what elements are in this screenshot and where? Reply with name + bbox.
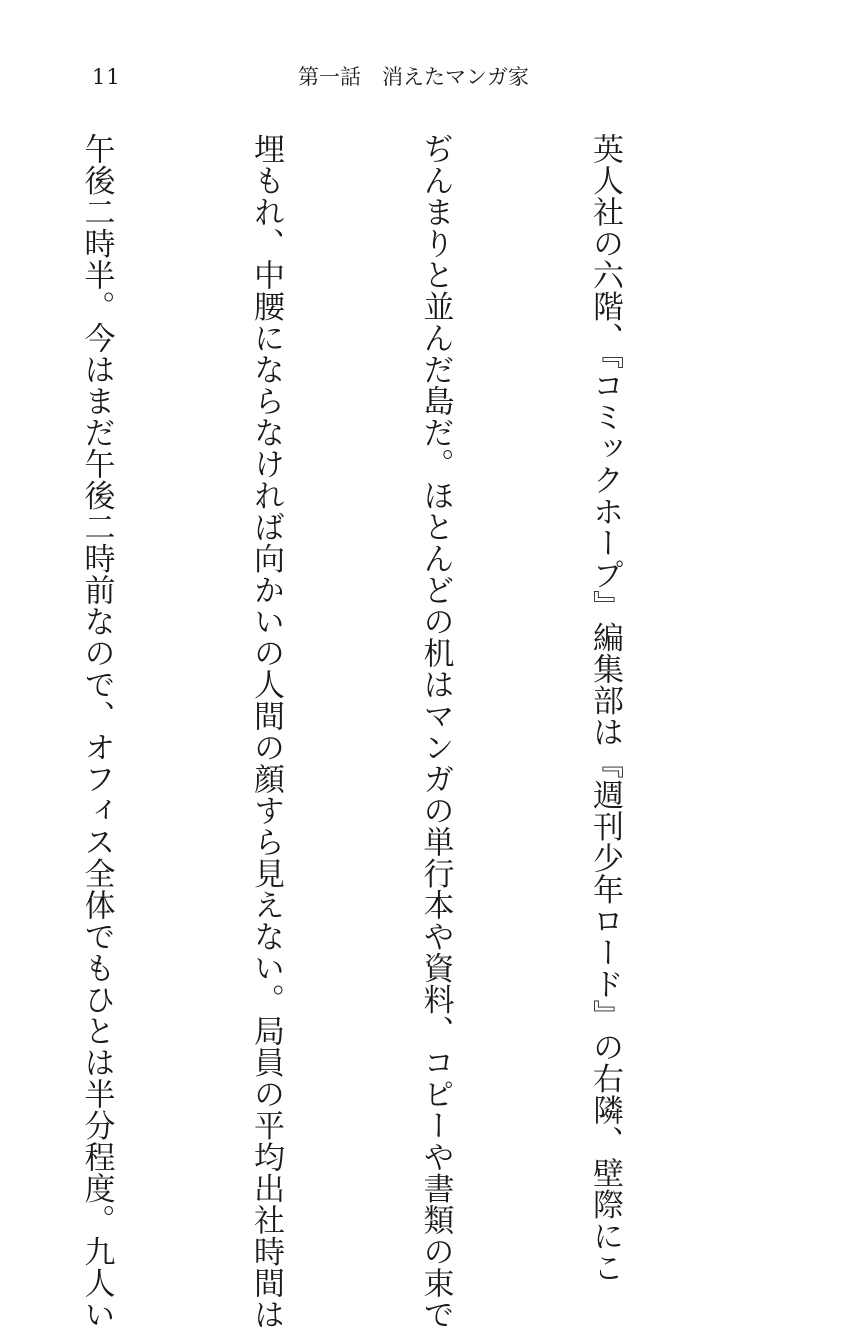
page-header: [0, 62, 841, 92]
text-line: 英人社の六階、『コミックホープ』編集部は『週刊少年ロード』の右隣、壁際にこ: [587, 133, 623, 1283]
page-number: 11: [92, 65, 121, 89]
text-line: 埋もれ、中腰にならなければ向かいの人間の顔すら見えない。局員の平均出社時間は: [248, 133, 284, 1330]
text-line: 午後二時半。今はまだ午後二時前なので、オフィス全体でもひとは半分程度。九人い: [78, 133, 115, 1330]
vertical-body-text: [0, 133, 746, 1330]
running-title: 第一話 消えたマンガ家: [298, 65, 529, 89]
text-line: ぢんまりと並んだ島だ。ほとんどの机はマンガの単行本や資料、コピーや書類の束で: [417, 133, 454, 1330]
